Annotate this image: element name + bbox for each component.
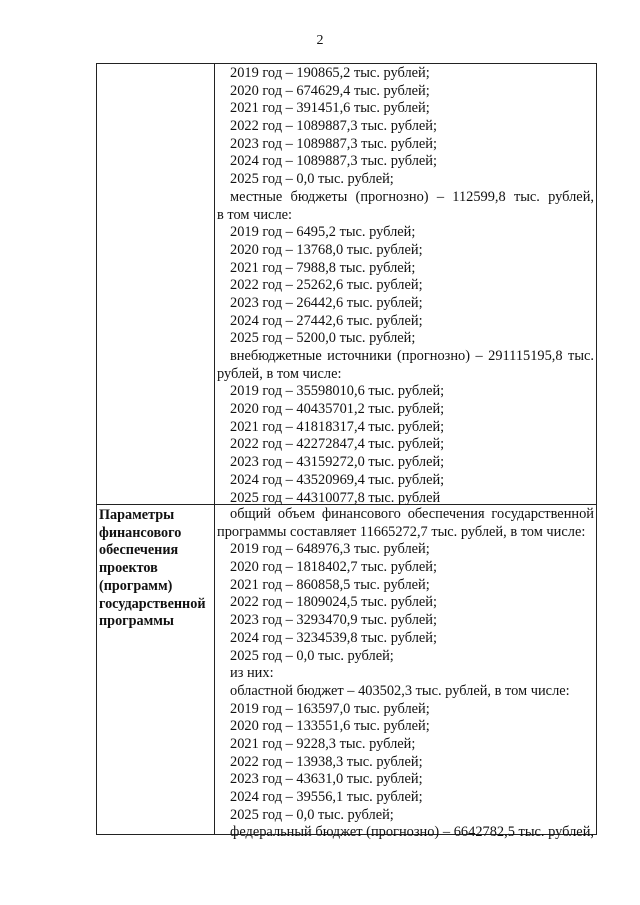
text-line: 2024 год – 27442,6 тыс. рублей;: [230, 312, 423, 329]
text-line: рублей, в том числе:: [217, 365, 342, 382]
page-number: 2: [316, 33, 324, 48]
text-line: местные бюджеты (прогнозно) – 112599,8 тыс. рублей,: [230, 188, 594, 205]
program-passport-table: [96, 63, 597, 841]
text-line: в том числе:: [217, 206, 293, 223]
parameter-label-line: обеспечения: [99, 542, 179, 559]
text-line: 2019 год – 6495,2 тыс. рублей;: [230, 224, 416, 241]
text-line: из них:: [230, 665, 274, 682]
text-line: 2019 год – 648976,3 тыс. рублей;: [230, 541, 430, 558]
text-line: 2024 год – 39556,1 тыс. рублей;: [230, 789, 423, 805]
text-line: 2020 год – 674629,4 тыс. рублей;: [230, 82, 430, 99]
text-line: программы составляет 11665272,7 тыс. рублей, в том числе:: [217, 523, 586, 540]
text-line: 2022 год – 42272847,4 тыс. рублей;: [230, 436, 445, 453]
table-row-project-financing: [97, 505, 596, 841]
text-line: 2020 год – 40435701,2 тыс. рублей;: [230, 401, 445, 418]
text-line: 2024 год – 3234539,8 тыс. рублей;: [230, 629, 437, 646]
parameter-label: [97, 505, 214, 631]
text-line: 2019 год – 190865,2 тыс. рублей;: [230, 65, 430, 81]
table-cell-label: [97, 505, 215, 835]
table-cell-values: [215, 64, 596, 505]
text-line: 2023 год – 43159272,0 тыс. рублей;: [230, 454, 445, 471]
text-line: 2019 год – 35598010,6 тыс. рублей;: [230, 383, 445, 400]
text-line: 2021 год – 860858,5 тыс. рублей;: [230, 576, 430, 593]
parameter-label-line: (программ): [99, 577, 173, 594]
table-row-budget-continuation: [97, 64, 596, 505]
text-line: 2021 год – 391451,6 тыс. рублей;: [230, 100, 430, 117]
text-line: 2025 год – 0,0 тыс. рублей;: [230, 171, 394, 188]
text-line: 2020 год – 133551,6 тыс. рублей;: [230, 718, 430, 735]
text-line: 2021 год – 41818317,4 тыс. рублей;: [230, 418, 445, 435]
text-line: 2020 год – 1818402,7 тыс. рублей;: [230, 559, 437, 576]
text-line: 2023 год – 26442,6 тыс. рублей;: [230, 294, 423, 311]
text-line: 2020 год – 13768,0 тыс. рублей;: [230, 241, 423, 258]
parameter-label-line: финансового: [99, 524, 182, 541]
text-line: 2022 год – 1089887,3 тыс. рублей;: [230, 118, 437, 135]
text-line: 2022 год – 1809024,5 тыс. рублей;: [230, 594, 437, 611]
text-line: 2025 год – 5200,0 тыс. рублей;: [230, 330, 416, 347]
text-line: 2021 год – 9228,3 тыс. рублей;: [230, 735, 416, 752]
parameter-label-line: Параметры: [99, 507, 175, 523]
text-line: 2019 год – 163597,0 тыс. рублей;: [230, 700, 430, 717]
text-line: федеральный бюджет (прогнозно) – 6642782,5 тыс. рублей,: [230, 824, 594, 841]
text-line: 2023 год – 1089887,3 тыс. рублей;: [230, 135, 437, 152]
text-line: 2022 год – 13938,3 тыс. рублей;: [230, 753, 423, 770]
parameter-label-line: государственной: [99, 595, 206, 612]
text-line: 2022 год – 25262,6 тыс. рублей;: [230, 277, 423, 294]
text-line: 2024 год – 43520969,4 тыс. рублей;: [230, 471, 445, 488]
text-line: 2024 год – 1089887,3 тыс. рублей;: [230, 153, 437, 170]
text-line: 2025 год – 44310077,8 тыс. рублей: [230, 489, 441, 506]
text-line: 2025 год – 0,0 тыс. рублей;: [230, 806, 394, 823]
text-line: областной бюджет – 403502,3 тыс. рублей, в том числе:: [230, 682, 570, 699]
text-line: 2023 год – 3293470,9 тыс. рублей;: [230, 612, 437, 629]
parameter-label-line: проектов: [99, 560, 158, 577]
parameter-label-line: программы: [99, 613, 174, 630]
text-line: общий объем финансового обеспечения государственной: [230, 506, 594, 522]
text-line: внебюджетные источники (прогнозно) – 291115195,8 тыс.: [230, 348, 594, 364]
text-line: 2021 год – 7988,8 тыс. рублей;: [230, 259, 416, 276]
table-cell-label-empty: [97, 64, 215, 504]
table-cell-values: [215, 505, 596, 841]
text-line: 2025 год – 0,0 тыс. рублей;: [230, 647, 394, 664]
text-line: 2023 год – 43631,0 тыс. рублей;: [230, 771, 423, 788]
